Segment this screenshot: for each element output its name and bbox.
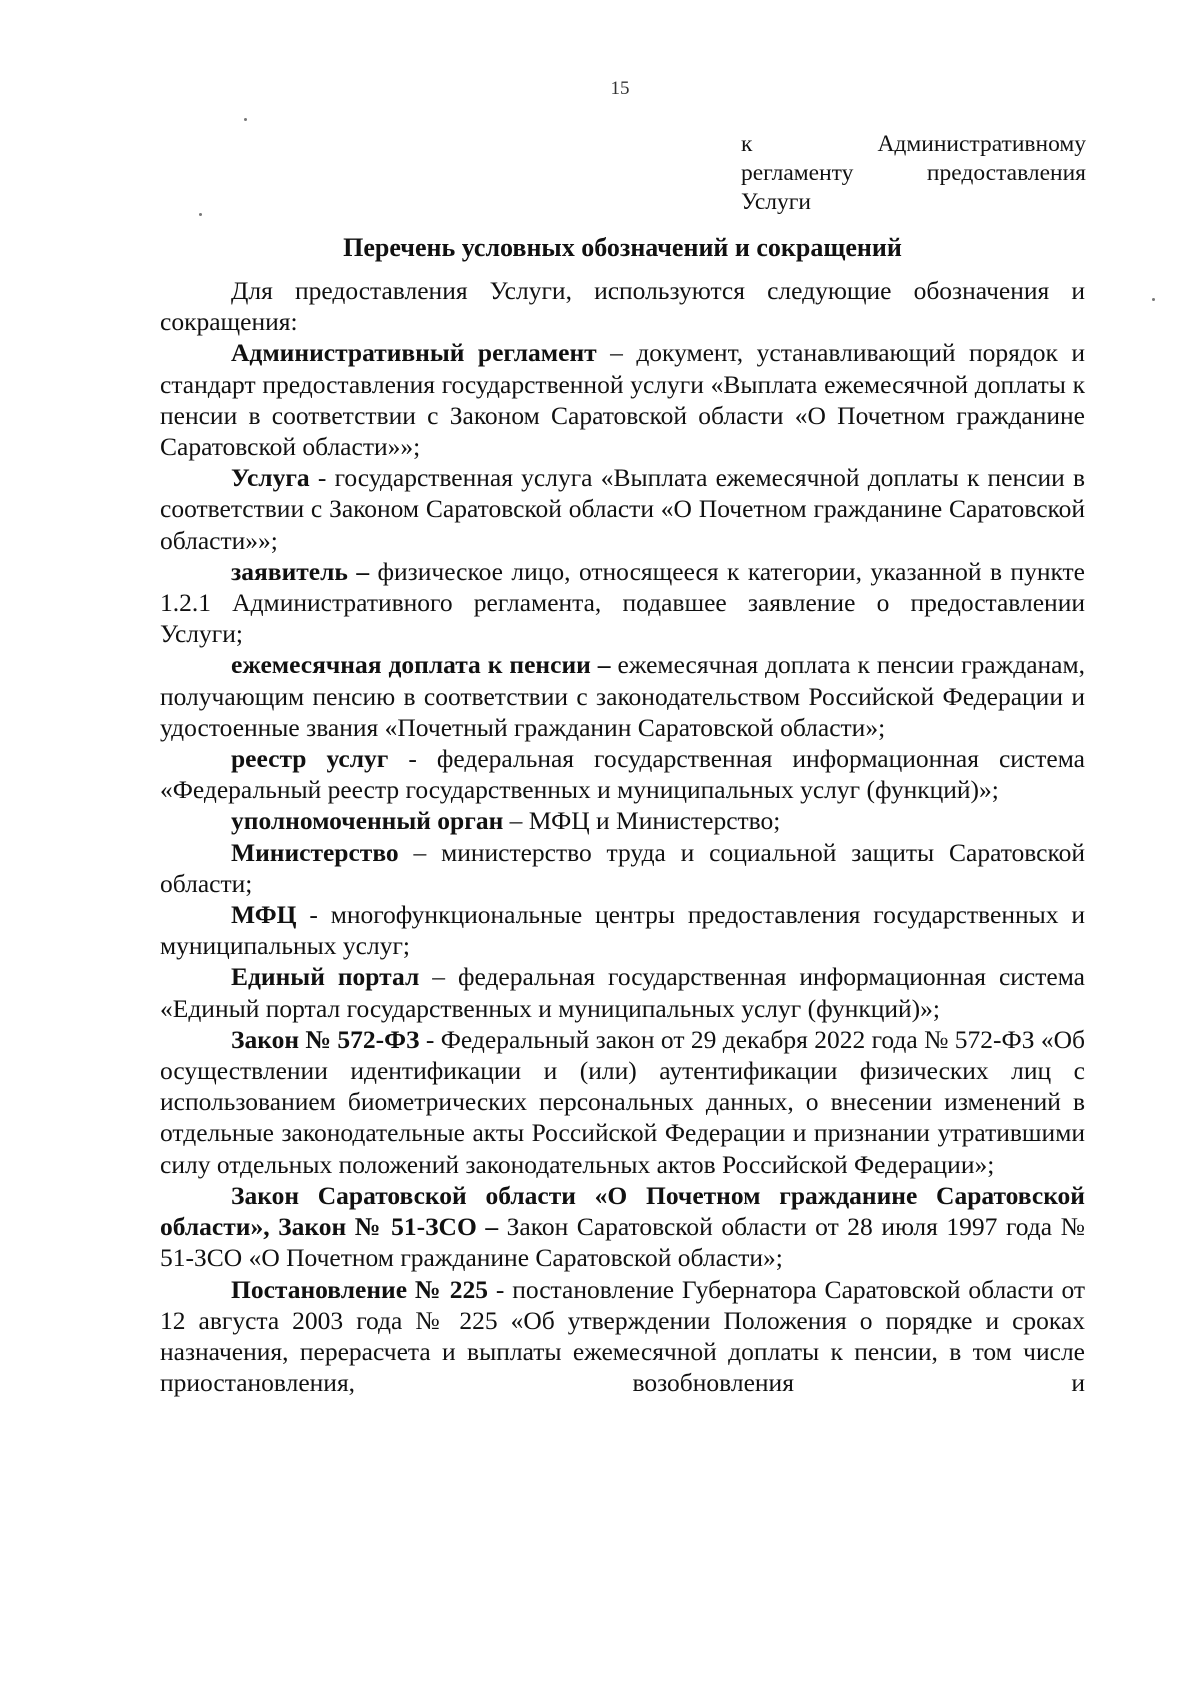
definition-term: Закон № 572-ФЗ: [231, 1024, 420, 1054]
definition-term: Закон Саратовской области «О Почетном гражданине Саратовской области», Закон № 51-ЗСО –: [160, 1180, 1085, 1242]
definition-separator: -: [296, 900, 331, 930]
definition-text: ежемесячная доплата к пенсии гражданам, получающим пенсию в соответствии с законодательством Российской Федерации и удостоенные звания «Почетный гражданин Саратовской области»;: [160, 650, 1085, 742]
definition-text: федеральная государственная информационная система «Федеральный реестр государственных и муниципальных услуг (функций)»;: [160, 744, 1085, 805]
document-body: [160, 275, 1085, 1398]
definition-term: Постановление № 225: [231, 1274, 489, 1304]
definition-text: многофункциональные центры предоставления государственных и муниципальных услуг;: [160, 900, 1085, 961]
definition-term: ежемесячная доплата к пенсии –: [231, 650, 611, 680]
definition-text: МФЦ и Министерство;: [528, 806, 781, 836]
definition-separator: –: [419, 962, 458, 992]
definition-text: документ, устанавливающий порядок и стандарт предоставления государственной услуги «Выплата ежемесячной доплаты к пенсии в соответствии с Законом Саратовской области «О Почетном гражданине Саратовской области»»;: [160, 338, 1086, 462]
definition-separator: [498, 1212, 507, 1241]
definition-term: Административный регламент: [231, 338, 597, 368]
definition-separator: [611, 650, 618, 679]
annex-line-2: регламенту предоставления: [741, 160, 1086, 186]
definition-separator: -: [388, 744, 437, 774]
definition-separator: –: [503, 806, 529, 836]
definition-ministry: [160, 837, 1085, 899]
definition-text: физическое лицо, относящееся к категории, указанной в пункте 1.2.1 Административного регламента, подавшее заявление о предоставлении Услуги;: [160, 556, 1085, 649]
scan-speck: [199, 213, 202, 216]
intro-paragraph: Для предоставления Услуги, используются следующие обозначения и сокращения:: [160, 276, 1085, 337]
page-number: 15: [610, 78, 630, 99]
document-title: Перечень условных обозначений и сокращений: [343, 233, 902, 262]
scan-speck: [1152, 298, 1155, 301]
definition-separator: -: [309, 463, 335, 493]
definition-unified-portal: [160, 961, 1085, 1023]
definition-authorized-body: [160, 805, 1085, 836]
definition-separator: -: [419, 1024, 441, 1054]
annex-line-3: Услуги: [741, 189, 811, 215]
definition-text: Закон Саратовской области от 28 июля 1997 года № 51-ЗСО «О Почетном гражданине Саратовской области»;: [160, 1212, 1085, 1273]
scan-speck: [244, 118, 247, 121]
definition-service: [160, 462, 1085, 556]
annex-line-1: к Административному: [741, 131, 1086, 157]
definition-services-registry: [160, 743, 1085, 805]
definition-text: государственная услуга «Выплата ежемесячной доплаты к пенсии в соответствии с Законом Саратовской области «О Почетном гражданине Саратовской области»»;: [160, 463, 1085, 555]
definition-term: уполномоченный орган: [231, 806, 504, 836]
definition-separator: [369, 557, 377, 586]
definition-term: заявитель –: [231, 556, 370, 586]
annex-header: [741, 130, 1086, 217]
definition-monthly-supplement: [160, 649, 1085, 743]
definition-law-51: [160, 1180, 1085, 1274]
definition-separator: –: [596, 338, 637, 368]
definition-term: реестр услуг: [231, 744, 389, 774]
definition-term: Единый портал: [231, 962, 420, 992]
definition-administrative-regulation: [160, 337, 1085, 462]
definition-applicant: [160, 556, 1085, 650]
definition-law-572: [160, 1024, 1085, 1180]
definition-text: постановление Губернатора Саратовской области от 12 августа 2003 года № 225 «Об утверждении Положения о порядке и сроках назначения, перерасчета и выплаты ежемесячной доплаты к пенсии, в том числе приостановления, возобновления и: [160, 1274, 1085, 1398]
definition-term: Министерство: [231, 837, 399, 867]
definition-resolution-225: [160, 1274, 1085, 1399]
definition-text: министерство труда и социальной защиты Саратовской области;: [160, 837, 1085, 898]
definition-mfc: [160, 899, 1085, 961]
definition-text: федеральная государственная информационная система «Единый портал государственных и муниципальных услуг (функций)»;: [160, 962, 1085, 1023]
definition-term: МФЦ: [231, 900, 297, 930]
definition-text: Федеральный закон от 29 декабря 2022 года № 572-ФЗ «Об осуществлении идентификации и (или) аутентификации физических лиц с использованием биометрических персональных данных, о внесении изменений в отдельные законодательные акты Российской Федерации и признании утратившими силу отдельных положений законодательных актов Российской Федерации»;: [160, 1024, 1085, 1179]
definition-separator: -: [488, 1274, 513, 1304]
definition-separator: –: [398, 837, 442, 867]
definition-term: Услуга: [231, 463, 310, 493]
